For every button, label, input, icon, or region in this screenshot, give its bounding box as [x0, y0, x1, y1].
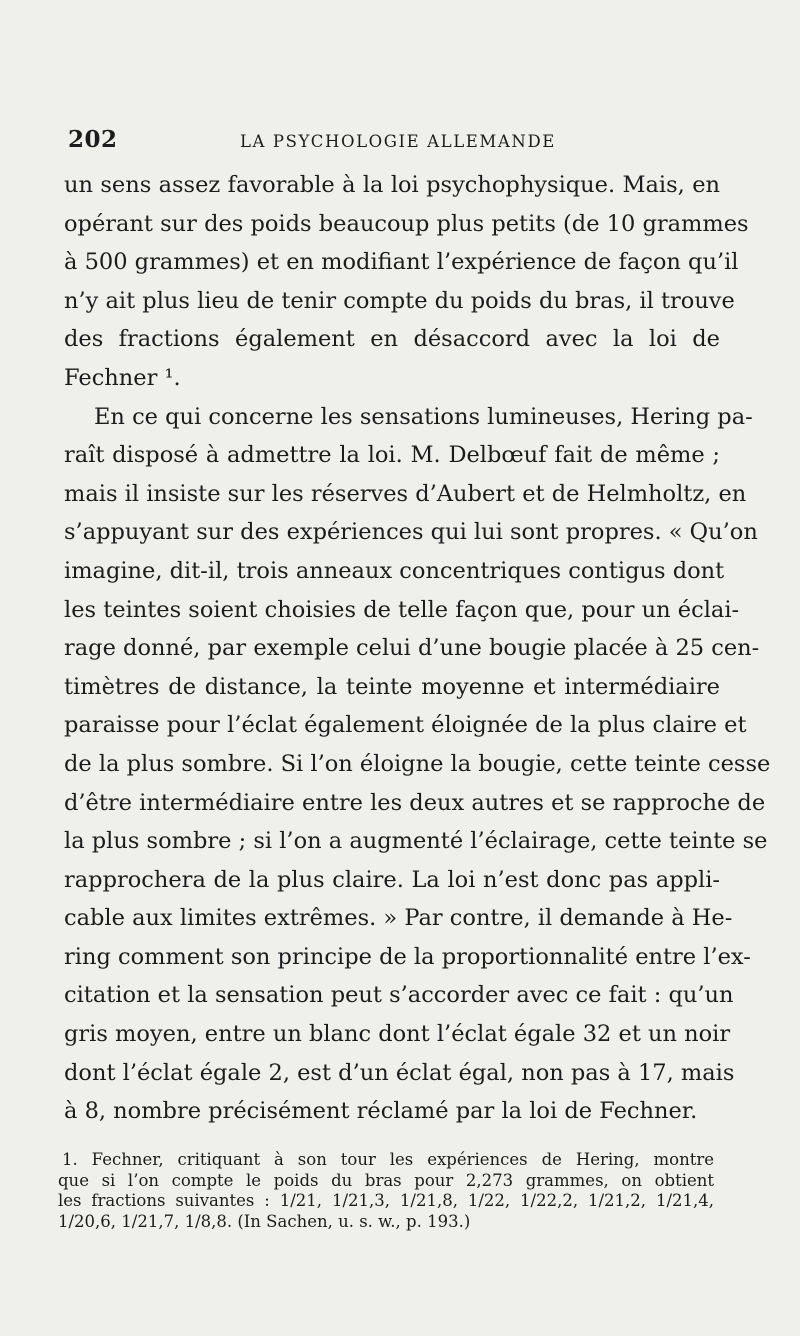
text-line: citation et la sensation peut s’accorder avec ce fait : qu’un	[64, 982, 734, 1009]
text-line: rage donné, par exemple celui d’une bougie placée à 25 cen-	[64, 635, 760, 662]
body-text	[64, 166, 771, 1131]
text-line: imagine, dit-il, trois anneaux concentriques contigus dont	[64, 557, 725, 584]
text-line: opérant sur des poids beaucoup plus petits (de 10 grammes	[64, 210, 749, 237]
text-line: cable aux limites extrêmes. » Par contre, il demande à He-	[64, 905, 733, 932]
footnote-line: les fractions suivantes : 1/21, 1/21,3, 1/21,8, 1/22, 1/22,2, 1/21,2, 1/21,4,	[58, 1191, 714, 1210]
running-title: LA PSYCHOLOGIE ALLEMANDE	[240, 132, 556, 151]
footnote	[58, 1150, 714, 1232]
footnote-line: que si l’on compte le poids du bras pour 2,273 grammes, on obtient	[58, 1170, 714, 1190]
text-line: des fractions également en désaccord avec la loi de	[64, 326, 720, 353]
page-header	[68, 126, 718, 160]
text-line: ring comment son principe de la proportionnalité entre l’ex-	[64, 943, 751, 970]
text-line: à 8, nombre précisément réclamé par la loi de Fechner.	[64, 1098, 698, 1125]
text-line: à 500 grammes) et en modifiant l’expérience de façon qu’il	[64, 249, 739, 276]
text-line: la plus sombre ; si l’on a augmenté l’éclairage, cette teinte se	[64, 828, 768, 855]
text-line: d’être intermédiaire entre les deux autres et se rapproche de	[64, 789, 766, 816]
text-line: Fechner ¹.	[64, 364, 181, 391]
text-line: les teintes soient choisies de telle façon que, pour un éclai-	[64, 596, 740, 623]
text-line: mais il insiste sur les réserves d’Aubert et de Helmholtz, en	[64, 480, 747, 507]
text-line: dont l’éclat égale 2, est d’un éclat égal, non pas à 17, mais	[64, 1059, 735, 1086]
footnote-line: 1/20,6, 1/21,7, 1/8,8. (In Sachen, u. s. w., p. 193.)	[58, 1211, 471, 1231]
page-number: 202	[68, 126, 118, 153]
text-line: gris moyen, entre un blanc dont l’éclat égale 32 et un noir	[64, 1021, 731, 1048]
text-line: de la plus sombre. Si l’on éloigne la bougie, cette teinte cesse	[64, 750, 771, 777]
text-line: s’appuyant sur des expériences qui lui sont propres. « Qu’on	[64, 519, 758, 546]
text-line: raît disposé à admettre la loi. M. Delbœuf fait de même ;	[64, 442, 720, 469]
paragraph-start-line: En ce qui concerne les sensations lumineuses, Hering pa-	[94, 403, 753, 430]
text-line: timètres de distance, la teinte moyenne et intermédiaire	[64, 673, 720, 700]
text-line: n’y ait plus lieu de tenir compte du poids du bras, il trouve	[64, 287, 735, 314]
text-line: rapprochera de la plus claire. La loi n’est donc pas appli-	[64, 866, 720, 893]
footnote-line: 1. Fechner, critiquant à son tour les expériences de Hering, montre	[62, 1150, 714, 1169]
text-line: paraisse pour l’éclat également éloignée de la plus claire et	[64, 712, 747, 739]
text-line: un sens assez favorable à la loi psychophysique. Mais, en	[64, 172, 720, 198]
